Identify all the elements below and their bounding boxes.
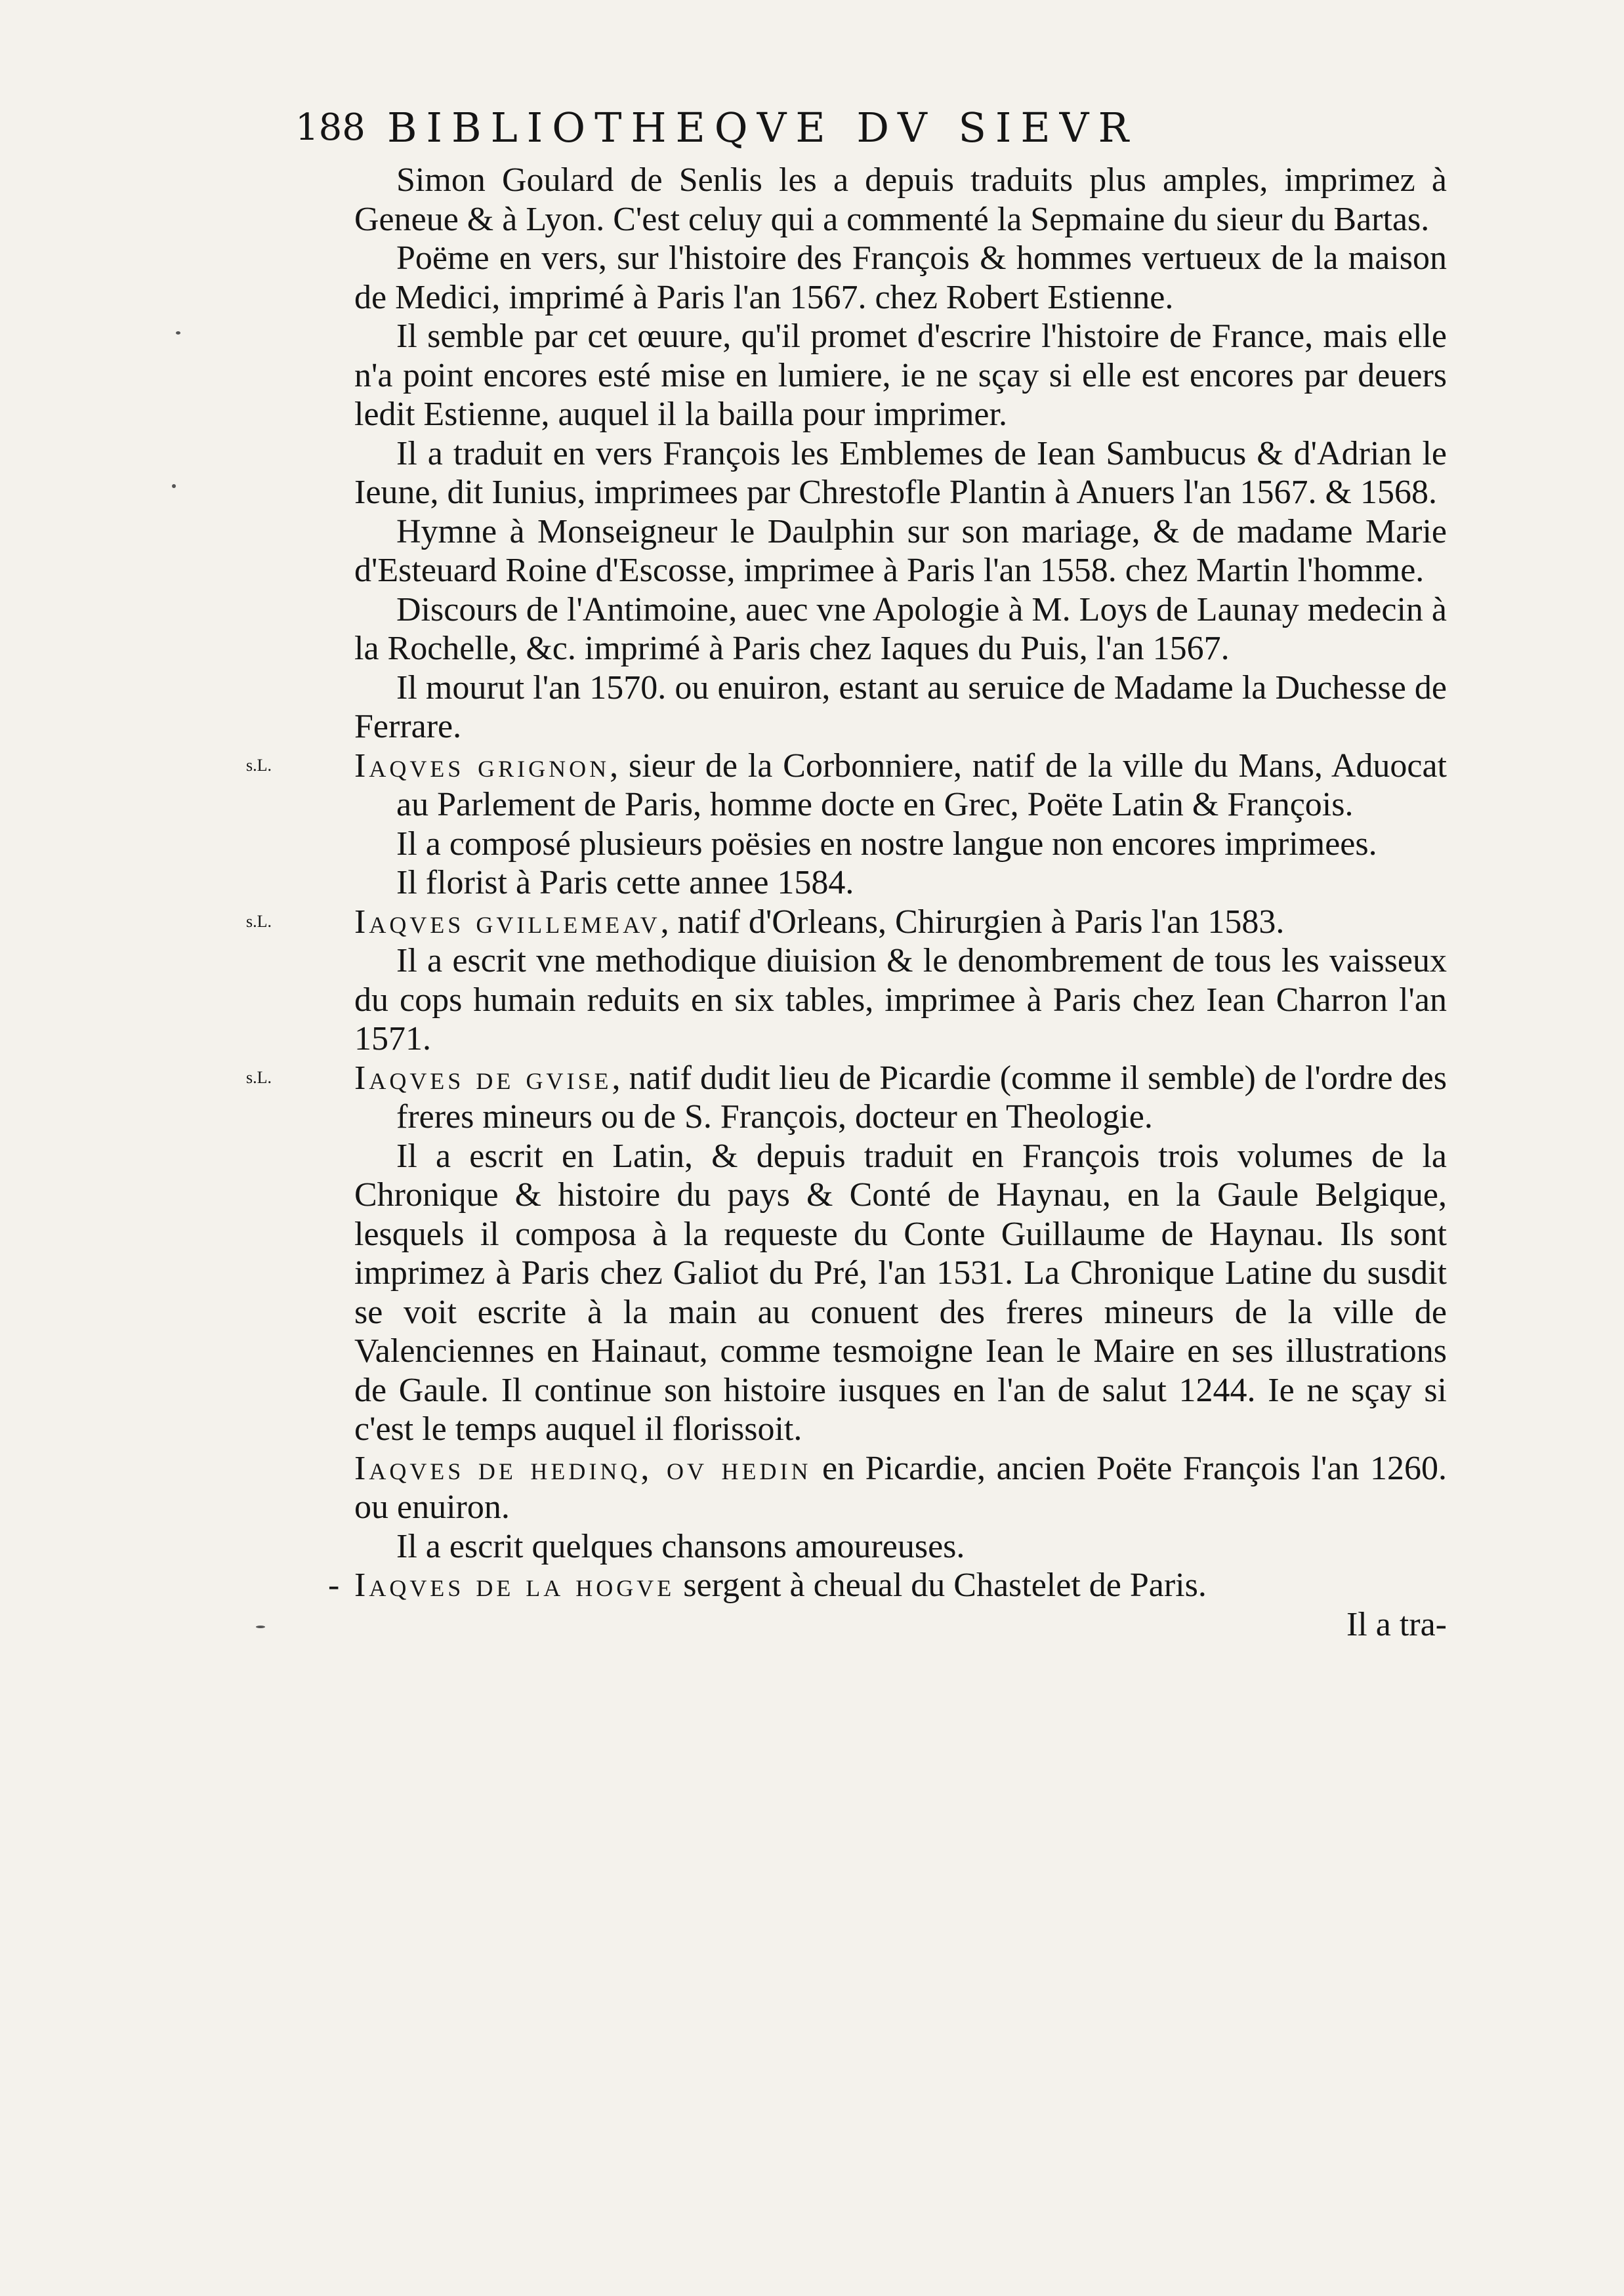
paragraph: Il florist à Paris cette annee 1584. <box>396 864 854 901</box>
author-name: Iaqves grignon <box>354 747 610 785</box>
author-name: Iaqves de hedinq, ov hedin <box>354 1449 812 1487</box>
margin-marker: s.L. <box>246 1067 272 1087</box>
paragraph: Il a escrit en Latin, & depuis traduit en François trois volumes de la Chronique & histoire du pays & Conté de Haynau, en la Gaule Belgique, lesquels il composa à la requeste du Conte Guillaume de Haynau. Ils sont imprimez à Paris chez Galiot du Pré, l'an 1531. La Chronique Latine du susdit se voit escrite à la main au conuent des freres mineurs de la ville de Valenciennes en Hainaut, comme tesmoigne Iean le Maire en ses illustrations de Gaule. Il continue son histoire iusques en l'an de salut 1244. Ie ne sçay si c'est le temps auquel il florissoit. <box>354 1137 1447 1448</box>
entry-text: , natif d'Orleans, Chirurgien à Paris l'an 1583. <box>660 903 1285 941</box>
author-entry <box>246 747 1447 825</box>
page-number: 188 <box>295 106 365 149</box>
body-text <box>246 161 1447 1644</box>
author-name: Iaqves gvillemeav <box>354 903 661 941</box>
author-entry <box>246 903 1447 942</box>
author-name: Iaqves de la hogve <box>354 1567 675 1604</box>
running-title: BIBLIOTHEQVE DV SIEVR <box>387 104 1138 152</box>
margin-marker: s.L. <box>246 755 272 775</box>
catchword: Il a tra- <box>1346 1605 1447 1643</box>
paragraph: Discours de l'Antimoine, auec vne Apologie à M. Loys de Launay medecin à la Rochelle, &c. imprimé à Paris chez Iaques du Puis, l'an 1567. <box>354 590 1447 667</box>
entry-text: sergent à cheual du Chastelet de Paris. <box>675 1567 1207 1604</box>
paragraph: Poëme en vers, sur l'histoire des François & hommes vertueux de la maison de Medici, imprimé à Paris l'an 1567. chez Robert Estienne. <box>354 239 1447 316</box>
entry-text: , natif dudit lieu de Picardie (comme il semble) de l'ordre des freres mineurs ou de S. François, docteur en Theologie. <box>396 1059 1447 1136</box>
ink-speck <box>172 484 176 488</box>
author-entry <box>328 1566 1447 1605</box>
margin-marker: s.L. <box>246 911 272 931</box>
entry-text: en Picardie, ancien Poëte François l'an 1260. ou enuiron. <box>354 1449 1447 1526</box>
paragraph: Il semble par cet œuure, qu'il promet d'escrire l'histoire de France, mais elle n'a point encores esté mise en lumiere, ie ne sçay si elle est encores par deuers ledit Estienne, auquel il la bailla pour imprimer. <box>354 318 1447 433</box>
paragraph: Il a traduit en vers François les Emblemes de Iean Sambucus & d'Adrian le Ieune, dit Iunius, imprimees par Chrestofle Plantin à Anuers l'an 1567. & 1568. <box>354 434 1447 511</box>
author-entry <box>246 1059 1447 1137</box>
paragraph: Il mourut l'an 1570. ou enuiron, estant au seruice de Madame la Duchesse de Ferrare. <box>354 668 1447 745</box>
margin-dash: - <box>328 1567 340 1604</box>
paragraph: Simon Goulard de Senlis les a depuis traduits plus amples, imprimez à Geneue & à Lyon. C'est celuy qui a commenté la Sepmaine du sieur du Bartas. <box>354 161 1447 238</box>
paragraph: Il a composé plusieurs poësies en nostre langue non encores imprimees. <box>396 825 1377 863</box>
author-entry <box>354 1449 1447 1527</box>
ink-speck <box>256 1626 265 1628</box>
author-name: Iaqves de gvise <box>354 1059 612 1097</box>
paragraph: Il a escrit quelques chansons amoureuses. <box>396 1527 965 1565</box>
entry-text: , sieur de la Corbonniere, natif de la ville du Mans, Aduocat au Parlement de Paris, homme docte en Grec, Poëte Latin & François. <box>396 747 1447 823</box>
paragraph: Hymne à Monseigneur le Daulphin sur son mariage, & de madame Marie d'Esteuard Roine d'Escosse, imprimee à Paris l'an 1558. chez Martin l'homme. <box>354 512 1447 589</box>
ink-speck <box>176 331 180 335</box>
page-header <box>0 102 1624 154</box>
paragraph: Il a escrit vne methodique diuision & le denombrement de tous les vaisseux du cops humain reduits en six tables, imprimee à Paris chez Iean Charron l'an 1571. <box>354 942 1447 1057</box>
